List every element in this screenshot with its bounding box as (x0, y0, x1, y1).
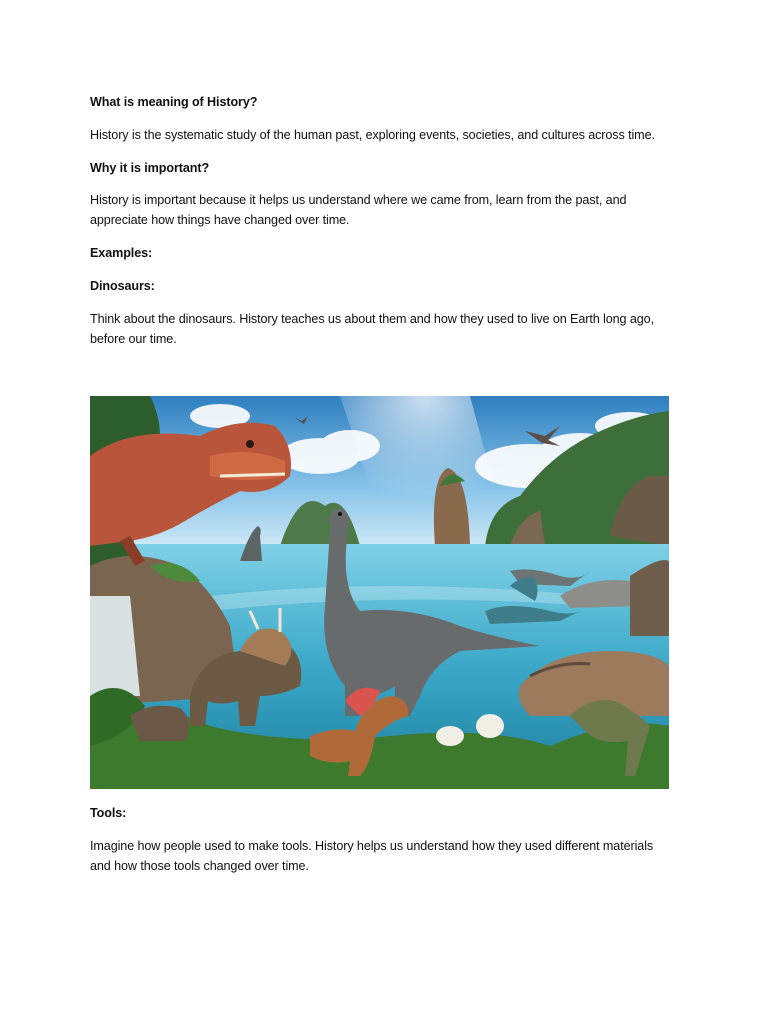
dinosaur-landscape-image (90, 396, 669, 789)
heading-tools: Tools: (90, 806, 127, 820)
paragraph-tools: Imagine how people used to make tools. History helps us understand how they used different materials and how those tools changed over time. (90, 839, 654, 873)
heading-why-important: Why it is important? (90, 161, 210, 175)
paragraph-meaning-of-history: History is the systematic study of the human past, exploring events, societies, and cultures across time. (90, 128, 655, 142)
paragraph-why-important: History is important because it helps us understand where we came from, learn from the past, and appreciate how things have changed over time. (90, 193, 627, 227)
heading-dinosaurs: Dinosaurs: (90, 279, 155, 293)
baby-triceratops (130, 706, 189, 741)
heading-meaning-of-history: What is meaning of History? (90, 95, 258, 109)
heading-examples: Examples: (90, 246, 153, 260)
paragraph-dinosaurs: Think about the dinosaurs. History teaches us about them and how they used to live on Earth long ago, before our time. (90, 312, 654, 346)
